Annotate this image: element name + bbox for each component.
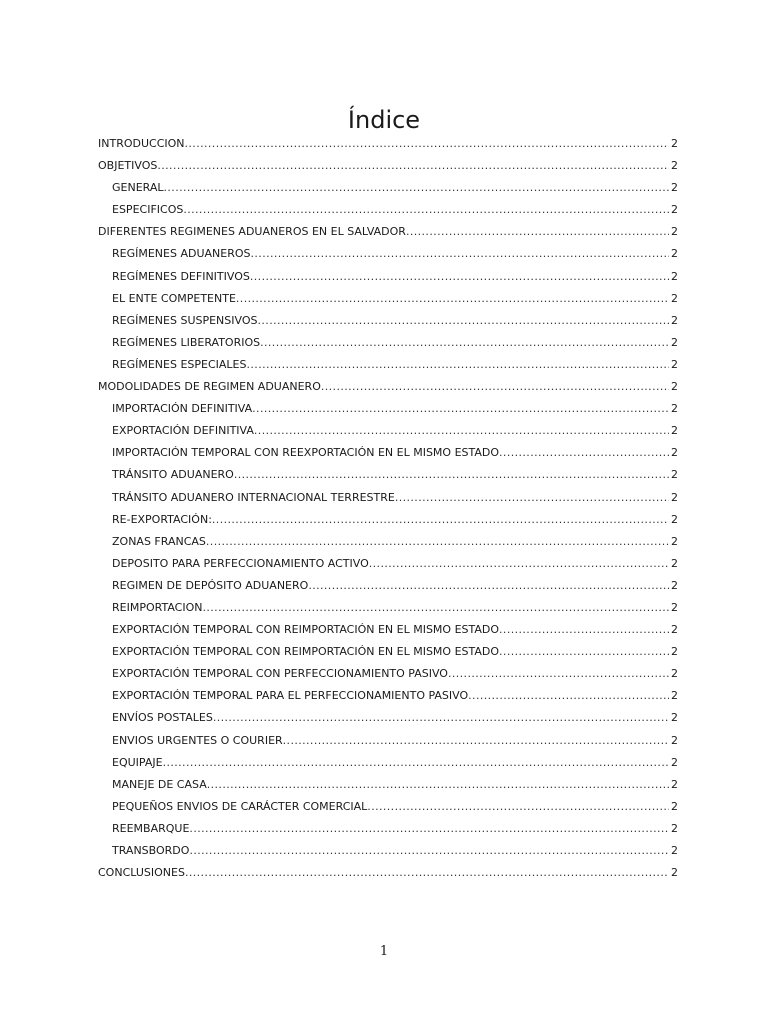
toc-entry[interactable] — [98, 531, 678, 553]
toc-entry-label: IMPORTACIÓN DEFINITIVA — [112, 402, 253, 416]
toc-dot-leader — [321, 376, 669, 398]
toc-entry-page: 2 — [671, 534, 678, 548]
toc-entry[interactable] — [98, 818, 678, 840]
toc-entry-page: 2 — [671, 600, 678, 614]
toc-entry[interactable] — [98, 730, 678, 752]
toc-entry-label: PEQUEÑOS ENVIOS DE CARÁCTER COMERCIAL — [112, 799, 368, 813]
toc-entry-page: 2 — [671, 357, 678, 371]
toc-entry-label: EXPORTACIÓN TEMPORAL CON PERFECCIONAMIENTO PASIVO — [112, 667, 448, 681]
toc-entry-page: 2 — [671, 578, 678, 592]
toc-entry[interactable] — [98, 420, 678, 442]
toc-entry-label: TRÁNSITO ADUANERO — [112, 468, 234, 482]
toc-entry-label: MODOLIDADES DE REGIMEN ADUANERO — [98, 380, 321, 394]
toc-entry-label: REGÍMENES LIBERATORIOS — [112, 335, 261, 349]
toc-entry[interactable] — [98, 442, 678, 464]
toc-entry-label: DEPOSITO PARA PERFECCIONAMIENTO ACTIVO — [112, 556, 369, 570]
toc-entry-page: 2 — [671, 689, 678, 703]
toc-dot-leader — [212, 509, 669, 531]
toc-dot-leader — [185, 862, 669, 884]
toc-dot-leader — [213, 707, 669, 729]
toc-dot-leader — [207, 774, 669, 796]
toc-entry-label: TRÁNSITO ADUANERO INTERNACIONAL TERRESTRE — [112, 490, 395, 504]
toc-entry-page: 2 — [671, 247, 678, 261]
toc-entry-label: REGÍMENES DEFINITIVOS — [112, 269, 250, 283]
toc-entry[interactable] — [98, 774, 678, 796]
toc-dot-leader — [234, 464, 669, 486]
toc-dot-leader — [258, 310, 670, 332]
toc-entry[interactable] — [98, 487, 678, 509]
toc-entry-label: EXPORTACIÓN TEMPORAL CON REIMPORTACIÓN EN EL MISMO ESTADO — [112, 623, 500, 637]
toc-entry-label: EXPORTACIÓN TEMPORAL CON REIMPORTACIÓN EN EL MISMO ESTADO — [112, 645, 500, 659]
toc-entry-label: EXPORTACIÓN TEMPORAL PARA EL PERFECCIONAMIENTO PASIVO — [112, 689, 469, 703]
toc-entry-page: 2 — [671, 313, 678, 327]
toc-dot-leader — [369, 553, 669, 575]
toc-entry[interactable] — [98, 597, 678, 619]
toc-dot-leader — [202, 597, 669, 619]
toc-entry-page: 2 — [671, 402, 678, 416]
toc-dot-leader — [499, 442, 669, 464]
toc-dot-leader — [206, 531, 669, 553]
toc-entry[interactable] — [98, 332, 678, 354]
toc-entry-page: 2 — [671, 424, 678, 438]
toc-entry-label: EQUIPAJE — [112, 755, 163, 769]
toc-entry-page: 2 — [671, 225, 678, 239]
toc-entry-label: RE-EXPORTACIÓN: — [112, 512, 212, 526]
toc-entry-label: REGÍMENES ESPECIALES — [112, 357, 247, 371]
toc-dot-leader — [247, 354, 670, 376]
toc-entry-page: 2 — [671, 269, 678, 283]
toc-dot-leader — [260, 332, 669, 354]
toc-dot-leader — [254, 420, 669, 442]
toc-dot-leader — [499, 619, 669, 641]
toc-entry-page: 2 — [671, 755, 678, 769]
toc-entry-label: REGÍMENES ADUANEROS — [112, 247, 251, 261]
toc-entry[interactable] — [98, 862, 678, 884]
toc-entry-label: EXPORTACIÓN DEFINITIVA — [112, 424, 254, 438]
toc-entry[interactable] — [98, 685, 678, 707]
toc-dot-leader — [250, 266, 669, 288]
toc-entry-page: 2 — [671, 159, 678, 173]
toc-entry-page: 2 — [671, 667, 678, 681]
toc-entry-page: 2 — [671, 866, 678, 880]
toc-entry[interactable] — [98, 354, 678, 376]
toc-entry-page: 2 — [671, 181, 678, 195]
toc-entry-page: 2 — [671, 844, 678, 857]
toc-entry[interactable] — [98, 575, 678, 597]
toc-entry-page: 2 — [671, 335, 678, 349]
toc-entry[interactable] — [98, 398, 678, 420]
toc-dot-leader — [185, 133, 669, 155]
toc-dot-leader — [367, 796, 669, 818]
toc-dot-leader — [163, 752, 669, 774]
page-title: Índice — [347, 106, 421, 134]
toc-entry-page: 2 — [671, 556, 678, 570]
toc-entry[interactable] — [98, 243, 678, 265]
toc-entry-page: 2 — [671, 490, 678, 504]
page-number: 1 — [379, 944, 389, 959]
toc-entry-label: CONCLUSIONES — [98, 866, 185, 880]
toc-dot-leader — [468, 685, 669, 707]
toc-dot-leader — [157, 155, 669, 177]
toc-entry-label: ZONAS FRANCAS — [112, 534, 206, 548]
toc-dot-leader — [251, 243, 670, 265]
toc-entry-page: 2 — [671, 623, 678, 637]
toc-entry[interactable] — [98, 155, 678, 177]
toc-entry-label: REEMBARQUE — [112, 821, 190, 835]
toc-entry-label: ESPECIFICOS — [112, 203, 184, 217]
toc-dot-leader — [189, 840, 669, 862]
toc-entry[interactable] — [98, 288, 678, 310]
toc-entry-page: 2 — [671, 645, 678, 659]
toc-entry[interactable] — [98, 707, 678, 729]
toc-entry-page: 2 — [671, 137, 678, 150]
toc-entry[interactable] — [98, 133, 678, 155]
toc-entry-label: REGÍMENES SUSPENSIVOS — [112, 313, 258, 327]
toc-entry[interactable] — [98, 464, 678, 486]
toc-entry-label: INTRODUCCION — [98, 137, 185, 150]
toc-dot-leader — [283, 730, 669, 752]
toc-dot-leader — [164, 177, 669, 199]
toc-entry-label: ENVIOS URGENTES O COURIER — [112, 733, 283, 747]
toc-dot-leader — [499, 641, 669, 663]
toc-entry-label: DIFERENTES REGIMENES ADUANEROS EN EL SALVADOR — [98, 225, 406, 239]
toc-dot-leader — [252, 398, 669, 420]
toc-entry[interactable] — [98, 221, 678, 243]
toc-dot-leader — [395, 487, 669, 509]
toc-entry-page: 2 — [671, 777, 678, 791]
toc-entry-page: 2 — [671, 380, 678, 394]
toc-entry[interactable] — [98, 310, 678, 332]
toc-entry-label: ENVÍOS POSTALES — [112, 711, 213, 725]
toc-entry-page: 2 — [671, 733, 678, 747]
toc-entry-page: 2 — [671, 711, 678, 725]
toc-entry[interactable] — [98, 840, 678, 862]
toc-entry-label: TRANSBORDO — [112, 844, 190, 857]
table-of-contents — [98, 133, 678, 884]
toc-entry[interactable] — [98, 177, 678, 199]
toc-entry-page: 2 — [671, 512, 678, 526]
toc-entry-label: GENERAL — [112, 181, 164, 195]
toc-entry[interactable] — [98, 509, 678, 531]
toc-dot-leader — [448, 663, 669, 685]
toc-entry-label: REGIMEN DE DEPÓSITO ADUANERO — [112, 578, 309, 592]
toc-entry-label: MANEJE DE CASA — [112, 777, 207, 791]
toc-entry-page: 2 — [671, 468, 678, 482]
toc-entry[interactable] — [98, 641, 678, 663]
toc-entry-label: IMPORTACIÓN TEMPORAL CON REEXPORTACIÓN EN EL MISMO ESTADO — [112, 446, 500, 460]
toc-dot-leader — [183, 199, 669, 221]
toc-entry-page: 2 — [671, 821, 678, 835]
toc-entry-page: 2 — [671, 446, 678, 460]
toc-entry[interactable] — [98, 376, 678, 398]
toc-entry[interactable] — [98, 553, 678, 575]
toc-entry[interactable] — [98, 619, 678, 641]
toc-dot-leader — [406, 221, 669, 243]
toc-entry[interactable] — [98, 663, 678, 685]
toc-entry-label: EL ENTE COMPETENTE — [112, 291, 236, 305]
toc-entry-page: 2 — [671, 799, 678, 813]
toc-entry-page: 2 — [671, 291, 678, 305]
toc-dot-leader — [236, 288, 669, 310]
toc-dot-leader — [189, 818, 669, 840]
toc-dot-leader — [308, 575, 669, 597]
toc-entry[interactable] — [98, 796, 678, 818]
toc-entry[interactable] — [98, 199, 678, 221]
toc-entry[interactable] — [98, 266, 678, 288]
toc-entry-label: REIMPORTACION — [112, 600, 203, 614]
toc-entry-page: 2 — [671, 203, 678, 217]
toc-entry-label: OBJETIVOS — [98, 159, 158, 173]
toc-entry[interactable] — [98, 752, 678, 774]
